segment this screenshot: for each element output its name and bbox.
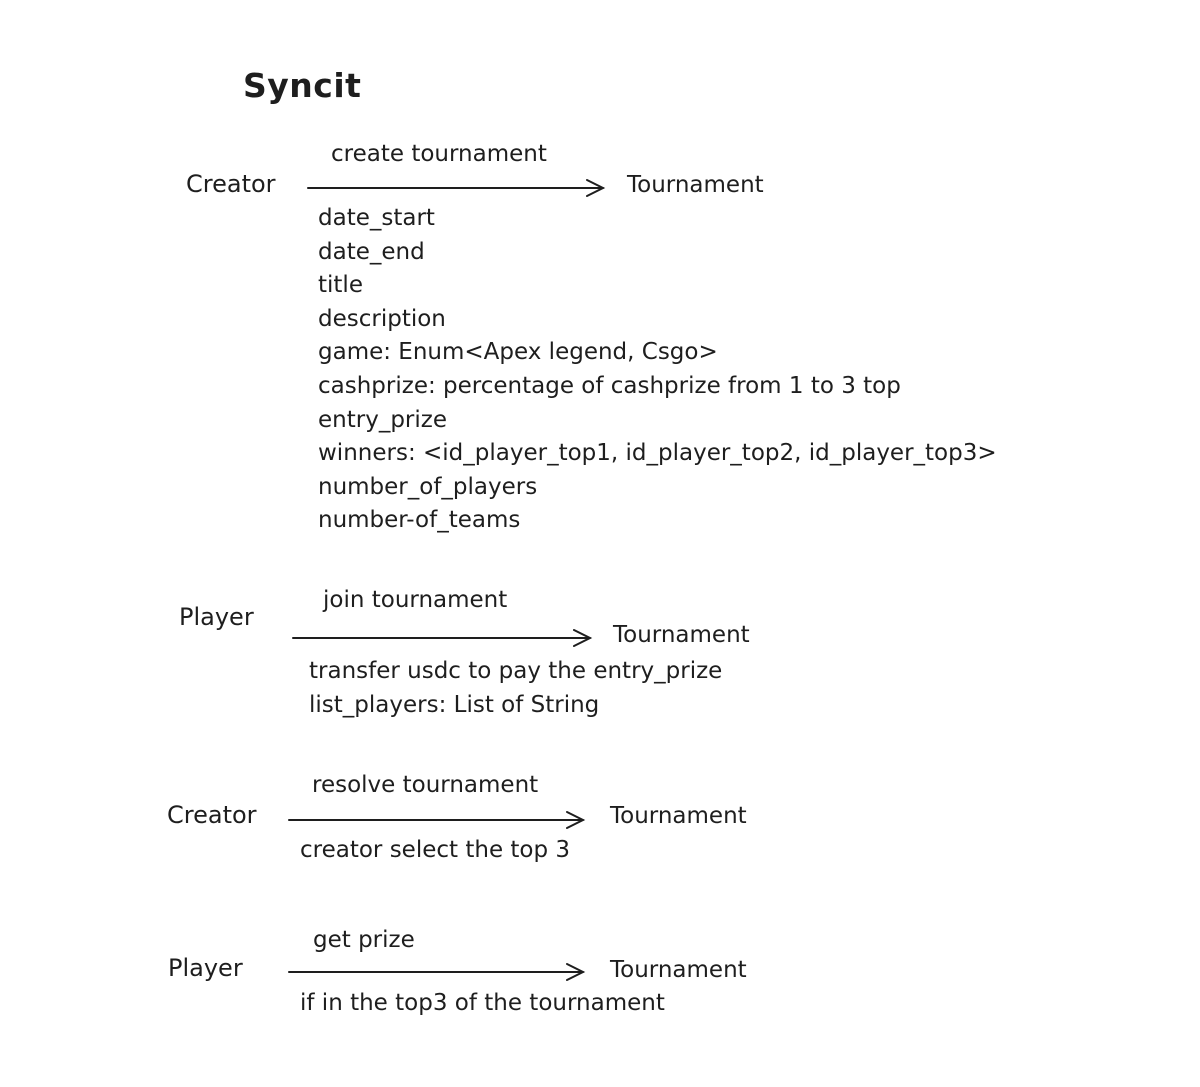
flow-1-note: title — [318, 272, 363, 299]
flow-2-note: transfer usdc to pay the entry_prize — [309, 658, 723, 684]
flow-3-actor: Creator — [167, 801, 257, 829]
flow-4-actor: Player — [168, 954, 243, 982]
flow-3-arrow — [289, 812, 583, 828]
flow-1-arrow — [308, 180, 603, 196]
flow-1-note: entry_prize — [318, 406, 447, 433]
flow-4-notes — [300, 987, 665, 1021]
flow-4-action-label: get prize — [313, 927, 415, 953]
flow-1-note: number_of_players — [318, 473, 538, 500]
flow-1-note: cashprize: percentage of cashprize from 1 to 3 top — [318, 372, 901, 399]
flow-1-target: Tournament — [627, 172, 764, 198]
flow-1-note: date_end — [318, 238, 425, 265]
flow-4-arrow — [289, 964, 583, 980]
flow-2-target: Tournament — [613, 622, 750, 648]
diagram-title: Syncit — [243, 66, 362, 105]
flow-3-action-label: resolve tournament — [312, 772, 539, 798]
flow-2-notes — [309, 655, 722, 722]
flow-4-target: Tournament — [610, 957, 747, 983]
flow-1-note: description — [318, 305, 446, 332]
flow-3-notes — [300, 834, 570, 868]
flow-1-note: game: Enum<Apex legend, Csgo> — [318, 339, 718, 366]
flow-1-note: number-of_teams — [318, 507, 521, 534]
flow-2-action-label: join tournament — [323, 587, 508, 613]
flow-1-actor: Creator — [186, 170, 276, 198]
flow-1-action-label: create tournament — [331, 141, 547, 167]
flow-1-notes — [318, 202, 997, 538]
flow-1-note: winners: <id_player_top1, id_player_top2, id_player_top3> — [318, 440, 997, 467]
flow-3-target: Tournament — [610, 803, 747, 829]
flow-3-note: creator select the top 3 — [300, 837, 571, 863]
flow-4-note: if in the top3 of the tournament — [300, 990, 665, 1016]
flow-2-note: list_players: List of String — [309, 691, 600, 718]
flow-2-arrow — [293, 630, 590, 646]
flow-2-actor: Player — [179, 603, 254, 631]
flow-1-note: date_start — [318, 205, 435, 231]
